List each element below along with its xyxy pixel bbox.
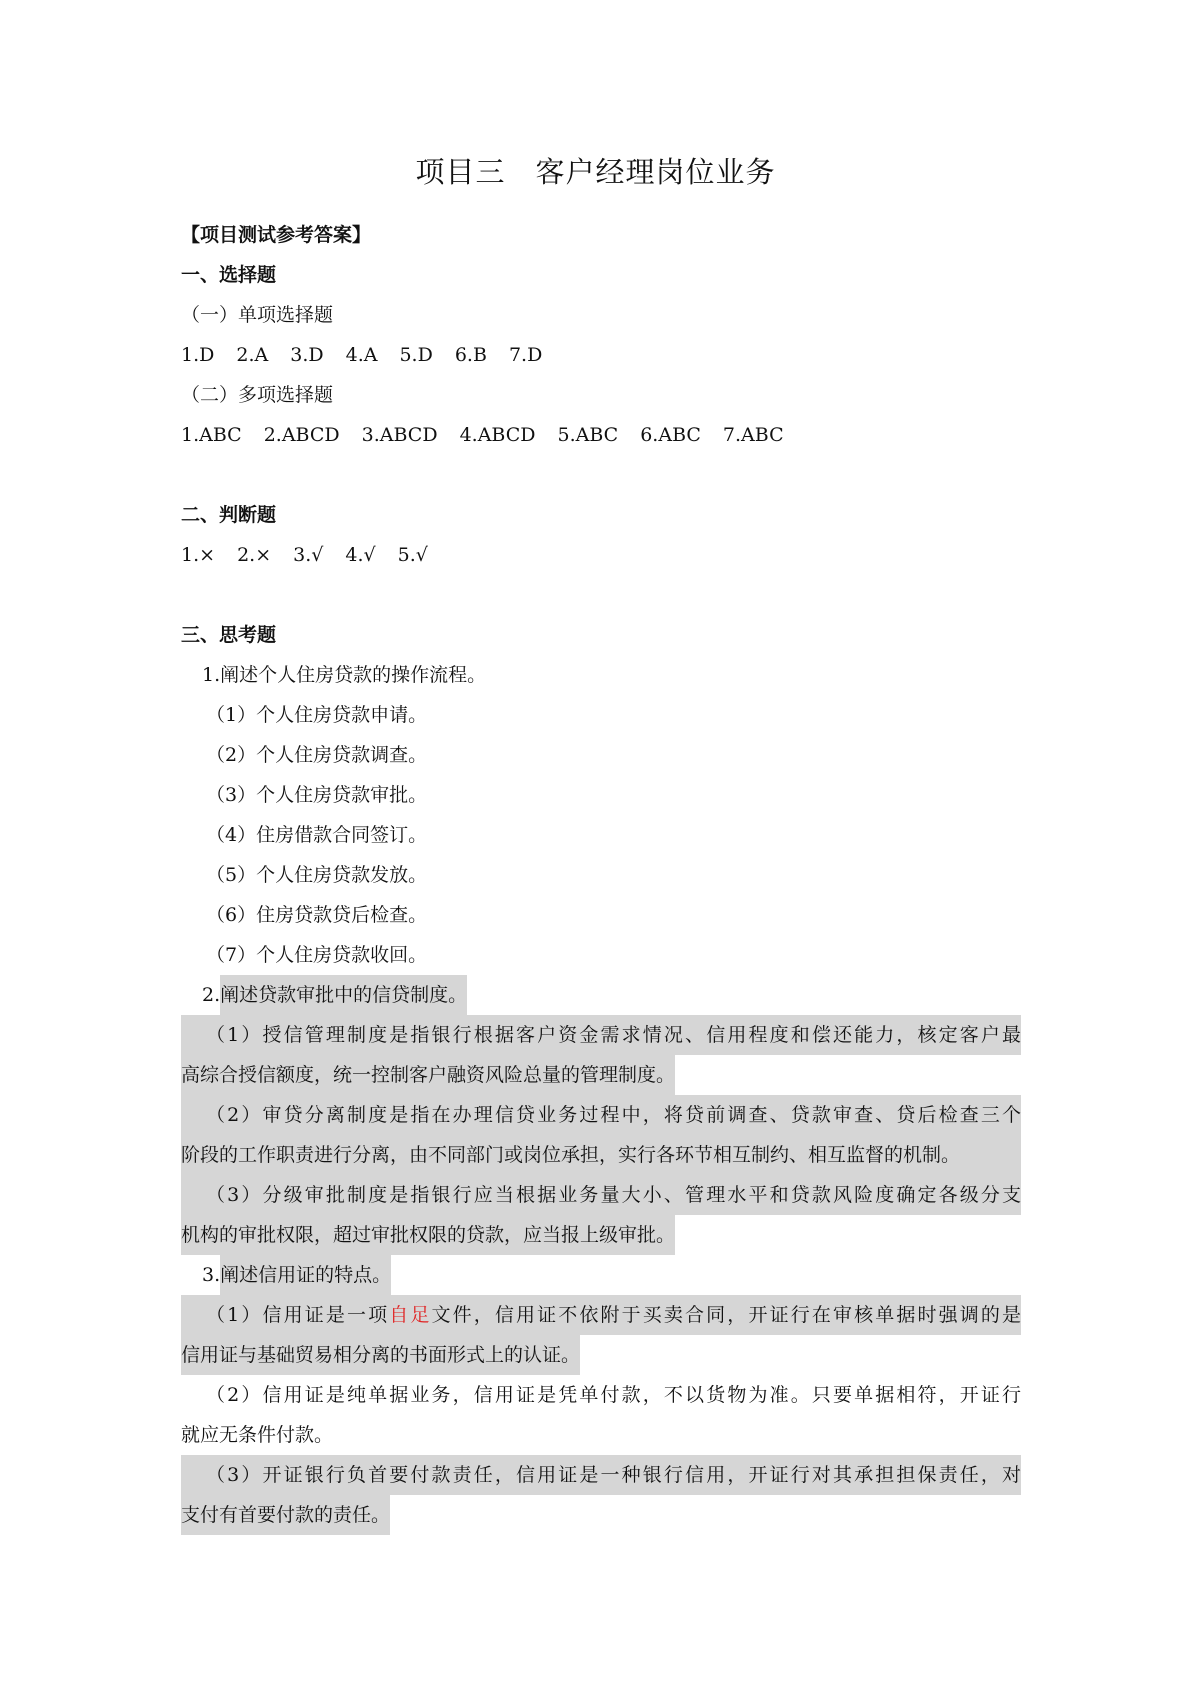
single-choice-label: （一）单项选择题 <box>181 304 334 326</box>
q1-item: （1）个人住房贷款申请。 <box>206 704 428 726</box>
question-2 <box>181 975 1021 1015</box>
q1-item: （3）个人住房贷款审批。 <box>206 784 428 806</box>
answer-item: 5.D <box>399 344 433 366</box>
q2-paragraph-3-line-1: （3）分级审批制度是指银行应当根据业务量大小、管理水平和贷款风险度确定各级分支 <box>181 1175 1021 1215</box>
highlighted-text: 支付有首要付款的责任。 <box>181 1495 390 1535</box>
answer-item: 2.× <box>237 544 272 566</box>
answer-item: 3.D <box>290 344 324 366</box>
document-body <box>181 215 1021 1535</box>
question-1: 1.阐述个人住房贷款的操作流程。 <box>202 664 487 686</box>
answer-item: 1.D <box>181 344 215 366</box>
section-heading-choice: 一、选择题 <box>181 264 277 286</box>
q2-paragraph-1-line-1: （1）授信管理制度是指银行根据客户资金需求情况、信用程度和偿还能力，核定客户最 <box>181 1015 1021 1055</box>
question-text: 阐述贷款审批中的信贷制度。 <box>220 975 467 1015</box>
answer-item: 5.√ <box>397 544 428 566</box>
spacer <box>181 455 1021 495</box>
q1-item: （4）住房借款合同签订。 <box>206 824 428 846</box>
answer-item: 6.B <box>454 344 487 366</box>
answer-item: 1.ABC <box>181 424 242 446</box>
q3-paragraph-2-line-2: 就应无条件付款。 <box>181 1424 334 1446</box>
q1-item: （6）住房贷款贷后检查。 <box>206 904 428 926</box>
answer-item: 4.ABCD <box>459 424 536 446</box>
text-segment: （1）信用证是一项 <box>206 1304 390 1326</box>
q3-paragraph-3-line-2 <box>181 1495 1021 1535</box>
answer-item: 7.D <box>508 344 543 366</box>
judgment-answers <box>181 535 1021 575</box>
answer-header: 【项目测试参考答案】 <box>181 224 372 246</box>
spacer <box>181 575 1021 615</box>
answer-item: 4.√ <box>345 544 376 566</box>
answer-item: 5.ABC <box>557 424 619 446</box>
answer-item: 6.ABC <box>640 424 701 446</box>
answer-item: 7.ABC <box>722 424 784 446</box>
multi-choice-label: （二）多项选择题 <box>181 384 334 406</box>
q3-paragraph-2-line-1: （2）信用证是纯单据业务，信用证是凭单付款，不以货物为准。只要单据相符，开证行 <box>206 1384 1021 1406</box>
answer-item: 3.√ <box>293 544 324 566</box>
highlighted-text: 信用证与基础贸易相分离的书面形式上的认证。 <box>181 1335 580 1375</box>
q2-paragraph-2-line-1: （2）审贷分离制度是指在办理信贷业务过程中，将贷前调查、贷款审查、贷后检查三个 <box>181 1095 1021 1135</box>
q3-paragraph-1-line-2 <box>181 1335 1021 1375</box>
highlighted-text: 机构的审批权限，超过审批权限的贷款，应当报上级审批。 <box>181 1215 675 1255</box>
multi-choice-answers <box>181 415 1021 455</box>
answer-item: 2.ABCD <box>263 424 340 446</box>
red-text-segment: 自足 <box>389 1304 432 1326</box>
answer-item: 4.A <box>345 344 378 366</box>
answer-item: 3.ABCD <box>361 424 438 446</box>
section-heading-judgment: 二、判断题 <box>181 504 277 526</box>
q3-paragraph-1-line-1 <box>181 1295 1021 1335</box>
text-segment: 文件，信用证不依附于买卖合同，开证行在审核单据时强调的是 <box>431 1304 1021 1326</box>
q1-item: （5）个人住房贷款发放。 <box>206 864 428 886</box>
highlighted-text: 高综合授信额度，统一控制客户融资风险总量的管理制度。 <box>181 1055 675 1095</box>
question-3 <box>181 1255 1021 1295</box>
q2-paragraph-3-line-2 <box>181 1215 1021 1255</box>
question-number: 2. <box>202 984 221 1006</box>
q3-paragraph-3-line-1: （3）开证银行负首要付款责任，信用证是一种银行信用，开证行对其承担担保责任，对 <box>181 1455 1021 1495</box>
question-number: 3. <box>202 1264 221 1286</box>
question-text: 阐述信用证的特点。 <box>220 1255 391 1295</box>
single-choice-answers <box>181 335 1021 375</box>
q1-item: （7）个人住房贷款收回。 <box>206 944 428 966</box>
answer-item: 2.A <box>236 344 269 366</box>
q1-item: （2）个人住房贷款调查。 <box>206 744 428 766</box>
section-heading-thinking: 三、思考题 <box>181 624 277 646</box>
q2-paragraph-2-line-2: 阶段的工作职责进行分离，由不同部门或岗位承担，实行各环节相互制约、相互监督的机制。 <box>181 1135 1021 1175</box>
answer-item: 1.× <box>181 544 216 566</box>
q2-paragraph-1-line-2 <box>181 1055 1021 1095</box>
page-title: 项目三 客户经理岗位业务 <box>415 155 776 189</box>
